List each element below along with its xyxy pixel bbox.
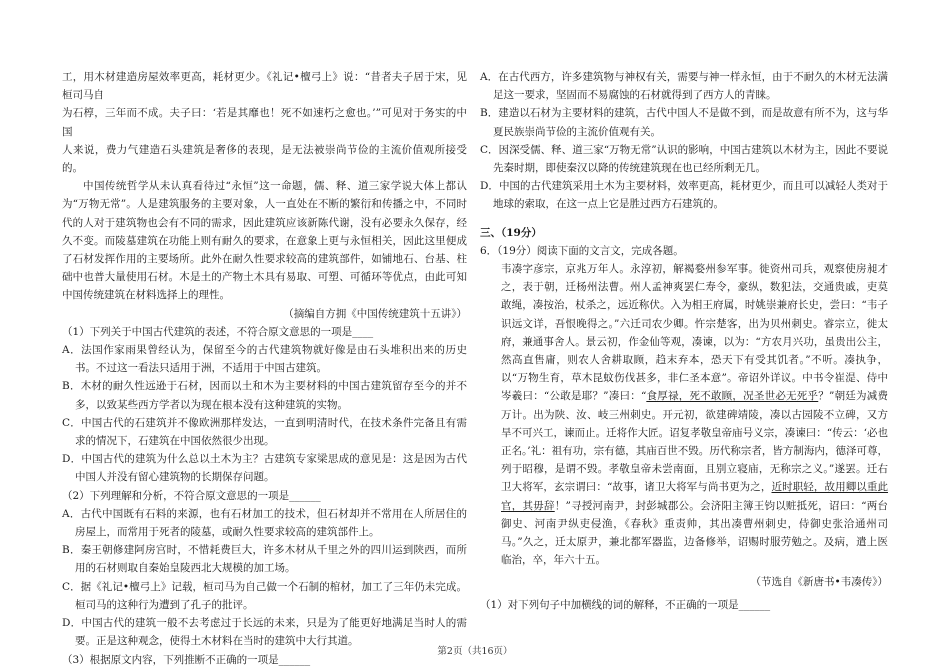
- page-number: 第2页（共16页）: [437, 646, 513, 657]
- classical-text-part: 韦凑字彦宗，京兆万年人。永淳初，解褐婺州参军事。徙资州司兵，观察使房昶才之，表于朝，迁杨州法曹。州人孟神爽罢仁寿令，豪纵，数犯法，交通贵戚，吏莫敢绳，凑按治，杖杀之，远近称伏。入为相王府属，时姚崇兼府长史，尝曰：“韦子识远文详，吾恨晚得之。”六迁司农少卿。忤宗楚客，出为贝州刺史。睿宗立，徙太府，兼通事舍人。景云初，作金仙等观，凑谏，以为：“方农月兴功，虽贵出公主，然高直售庸，则农人舍耕取顾，趋末弃本，恐天下有受其饥者。”不听。凑执争，以“万物生育，草木昆蚊伤伐甚多，非仁圣本意”。帝诏外详议。中书令崔湜、侍中岑羲曰：“公敢是耶？”凑曰：“: [501, 263, 888, 403]
- underlined-sentence-2: 近时职轻，故用卿以重此官，其毋辞: [501, 481, 889, 512]
- question-2-option-d: D．中国古代的建筑一般不去考虑过于长远的未来，只是为了能更好地满足当时人的需要。正是这种观念，使得土木材料在当时的建筑中大行其道。: [62, 617, 467, 648]
- classical-text-part: ！”寻授河南尹，封彭城郡公。会济阳主簿王钧以赃抵死，诏曰：“两台御史、河南尹纵吏侵渔，《春秋》重责帅，其出凑曹州刺史，侍御史张洽通州司马。”久之，迁太原尹，兼北都军器监，边备修举，诏赐时服劳勉之。及病，遣上医临治，卒，年六十五。: [501, 499, 888, 567]
- section-heading: 三、（19分）: [480, 226, 542, 239]
- question-1-stem: （1）下列关于中国古代建筑的表述，不符合原文意思的一项是____: [62, 325, 374, 338]
- right-column: [480, 68, 888, 614]
- question-6-1-stem: （1）对下列句子中加横线的词的解释，不正确的一项是______: [480, 598, 771, 611]
- passage-line: 工，用木材建造房屋效率更高，耗材更少。《礼记•檀弓上》说：“昔者夫子居于宋，见桓司马自: [62, 71, 467, 102]
- passage-paragraph: 中国传统哲学从未认真看待过“永恒”这一命题，儒、释、道三家学说大体上都认为“万物无常”。人是建筑服务的主要对象，人一直处在不断的繁衍和传播之中，不同时代的人对于建筑物也会有不同的需求，因此建筑应该新陈代谢，没有必要永久保存，经久不变。而陵墓建筑在功能上则有耐久的要求，在意象上更与永恒相关，因此这里便成了石材发挥作用的主要场所。此外在耐久性要求较高的建筑部件，如铺地石、台基、柱础中也普大量使用石材。木是土的产物土木具有易取、可塑、可循环等优点，由此可知中国传统建筑在材料选择上的理性。: [62, 180, 467, 302]
- classical-text: [480, 260, 888, 569]
- question-3-option-a: A．在古代西方，许多建筑物与神权有关，需要与神一样永恒，由于不耐久的木材无法满足这一要求，坚固而不易腐蚀的石材就得到了西方人的青睐。: [480, 71, 888, 102]
- question-2-stem: （2）下列理解和分析，不符合原文意思的一项是______: [62, 489, 321, 502]
- question-3-option-d: D．中国的古代建筑采用土木为主要材料，效率更高，耗材更少，而且可以减轻人类对于地球的索取，在这一点上它是胜过西方石建筑的。: [480, 180, 888, 211]
- source-citation: （摘编自方拥《中国传统建筑十五讲》）: [283, 307, 467, 320]
- classical-text-part: ？”朝廷为减费万计。出为陕、汝、岐三州刺史。开元初，欲建碑靖陵，凑以古园陵不立碑，又方旱不可兴工，谏而止。迁将作大匠。诏复孝敬皇帝庙号义宗，凑谏曰：“传云：‘必也正名。’礼：祖有功，宗有德，其庙百世不毁。历代称宗者，皆方制海内，德泽可尊，列于昭穆，是谓不毁。孝敬皇帝未尝南面，且别立寝庙，无称宗之义。”遂罢。迁右卫大将军，玄宗谓曰：“故事，诸卫大将军与尚书更为之，: [501, 390, 888, 494]
- question-1-option-b: B．木材的耐久性远逊于石材，因而以土和木为主要材料的中国古建筑留存至今的并不多，以致某些西方学者以为现在根本没有这种建筑的实物。: [62, 380, 467, 411]
- question-1-option-d: D．中国古代的建筑为什么总以土木为主？古建筑专家梁思成的意见是：这是因为古代中国人并没有留心建筑物的长期保存问题。: [62, 453, 467, 484]
- source-citation: （节选自《新唐书•韦凑传》）: [750, 576, 888, 589]
- question-2-option-c: C．据《礼记•檀弓上》记载，桓司马为自己做一个石制的棺材，加工了三年仍未完成。桓司马的这种行为遭到了孔子的批评。: [62, 580, 467, 611]
- left-column: [62, 68, 467, 669]
- question-3-stem: （3）根据原文内容，下列推断不正确的一项是______: [62, 653, 311, 666]
- question-3-option-b: B．建造以石材为主要材料的建筑，古代中国人不是做不到，而是故意有所不为，这与华夏民族崇尚节俭的主流价值观有关。: [480, 107, 888, 138]
- passage-line: 为石椁，三年而不成。夫子曰：‘若是其靡也！死不如速朽之愈也。’”可见对于务实的中国: [62, 107, 467, 138]
- question-1-option-c: C．中国古代的石建筑并不像欧洲那样发达，一直到明清时代，在技术条件完备且有需求的情况下，石建筑在中国依然很少出现。: [62, 416, 467, 448]
- question-3-option-c: C．因深受儒、释、道三家“万物无常”认识的影响，中国古建筑以木材为主，因此不要说先秦时期，即使秦汉以降的传统建筑现在也已经所剩无几。: [480, 143, 888, 175]
- question-1-option-a: A．法国作家雨果曾经认为，保留至今的古代建筑物就好像是由石头堆积出来的历史书。不过这一看法只适用于洲，不适用于中国古建筑。: [62, 344, 467, 375]
- question-2-option-b: B．秦王朝修建阿房宫时，不惜耗费巨大，许多木材从千里之外的四川运到陕西，而所用的石材则取自秦始皇陵西北大规模的加工场。: [62, 544, 467, 575]
- question-2-option-a: A．古代中国既有石料的来源，也有石材加工的技术，但石材却并不常用在人所居住的房屋上，而常用于死者的陵墓，或耐久性要求较高的建筑部件上。: [62, 507, 467, 539]
- passage-line: 人来说，费力气建造石头建筑是奢侈的表现，是无法被崇尚节俭的主流价值观所接受的。: [62, 143, 467, 175]
- question-6-stem: 6．（19分）阅读下面的文言文，完成各题。: [480, 244, 684, 257]
- underlined-sentence-1: 食厚禄，死不敢顾，况圣世必无死乎: [646, 390, 819, 403]
